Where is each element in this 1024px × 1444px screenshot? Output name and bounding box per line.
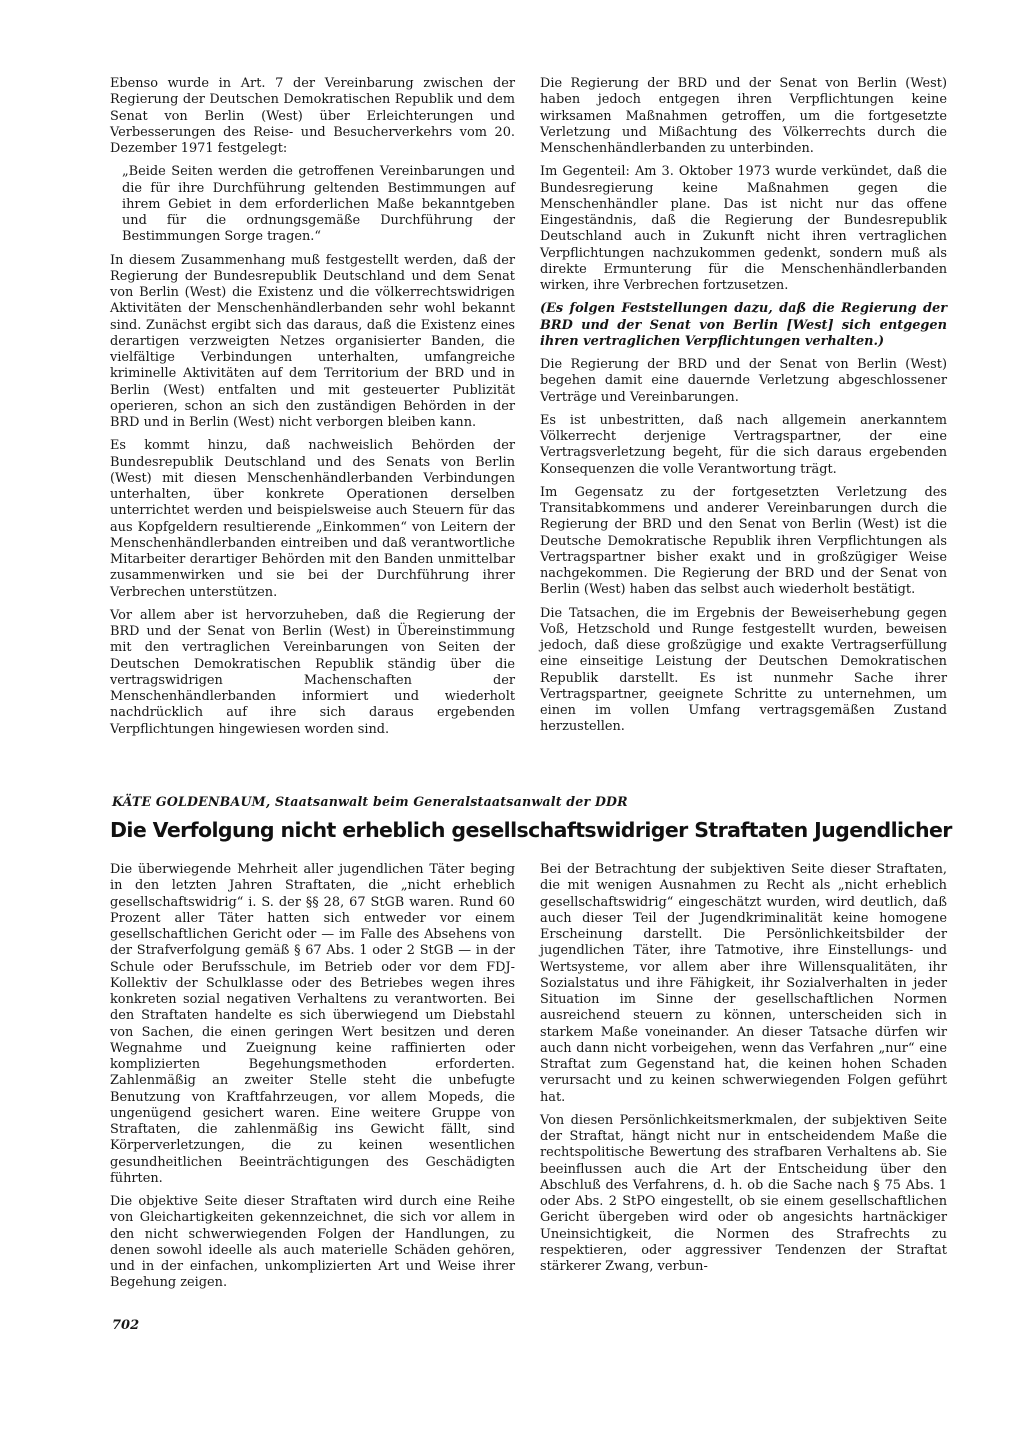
article-top-left-column [110, 76, 515, 745]
article-top-right-column [540, 76, 947, 743]
paragraph: In diesem Zusammenhang muß festgestellt werden, daß der Regierung der Bundesrepublik Deutschland und dem Senat von Berlin (West) die Existenz und die völkerrechtswidrigen Aktivitäten der Menschenhändlerbanden sehr wohl bekannt sind. Zunächst ergibt sich das daraus, daß die Existenz eines derartigen verzweigten Netzes organisierter Banden, die vielfältige Verbindungen unterhalten, umfangreiche kriminelle Aktivitäten auf dem Territorium der BRD und in Berlin (West) entfalten und mit gesteuerter Publizität operieren, schon an sich den zuständigen Behörden in der BRD und in Berlin (West) nicht verborgen bleiben kann. [110, 252, 515, 430]
author-byline: KÄTE GOLDENBAUM, Staatsanwalt beim Generalstaatsanwalt der DDR [112, 794, 628, 809]
paragraph: Die überwiegende Mehrheit aller jugendlichen Täter beging in den letzten Jahren Straftaten, die „nicht erheblich gesellschaftswidrig“ i. S. der §§ 28, 67 StGB waren. Rund 60 Prozent aller Täter hatten sich entweder vor einem gesellschaftlichen Gericht oder — im Falle des Absehens von der Strafverfolgung gemäß § 67 Abs. 1 oder 2 StGB — in der Schule oder Berufsschule, im Betrieb oder vor dem FDJ-Kollektiv der Schulklasse oder des Betriebes wegen ihres konkreten sozial negativen Verhaltens zu verantworten. Bei den Straftaten handelte es sich überwiegend um Diebstahl von Sachen, die einen geringen Wert besitzen und deren Wegnahme und Zueignung keine raffinierten oder komplizierten Begehungsmethoden erforderten. Zahlenmäßig an zweiter Stelle steht die unbefugte Benutzung von Kraftfahrzeugen, vor allem Mopeds, die ungenügend gesichert waren. Eine weitere Gruppe von Straftaten, die zahlenmäßig ins Gewicht fällt, sind Körperverletzungen, die zu keinen wesentlichen gesundheitlichen Beeinträchtigungen des Geschädigten führten. [110, 862, 515, 1186]
paragraph: Es ist unbestritten, daß nach allgemein anerkanntem Völkerrecht derjenige Vertragspartner, der eine Vertragsverletzung begeht, für die sich daraus ergebenden Konsequenzen die volle Verantwortung trägt. [540, 412, 947, 477]
paragraph: Von diesen Persönlichkeitsmerkmalen, der subjektiven Seite der Straftat, hängt nicht nur in entscheidendem Maße die rechtspolitische Bewertung des strafbaren Verhaltens ab. Sie beeinflussen auch die Art der Entscheidung über den Abschluß des Verfahrens, d. h. ob die Sache nach § 75 Abs. 1 oder Abs. 2 StPO eingestellt, ob sie einem gesellschaftlichen Gericht übergeben wird oder ob angesichts hartnäckiger Uneinsichtigkeit, die Normen des Strafrechts zu respektieren, oder aggressiver Tendenzen der Straftat stärkerer Zwang, verbun- [540, 1112, 947, 1274]
editorial-note: (Es folgen Feststellungen dazu, daß die Regierung der BRD und der Senat von Berlin [West] sich entgegen ihren vertraglichen Verpflichtungen verhalten.) [540, 301, 947, 349]
paragraph: Im Gegenteil: Am 3. Oktober 1973 wurde verkündet, daß die Bundesregierung keine Maßnahmen gegen die Menschenhändler plane. Das ist nicht nur das offene Eingeständnis, daß die Regierung der Bundesrepublik Deutschland auch in Zukunft nicht ihren vertraglichen Verpflichtungen nachzukommen gedenkt, sondern muß als direkte Ermunterung für die Menschenhändlerbanden wirken, ihre Verbrechen fortzusetzen. [540, 164, 947, 293]
page-number: 702 [112, 1318, 140, 1333]
paragraph: Vor allem aber ist hervorzuheben, daß die Regierung der BRD und der Senat von Berlin (West) in Übereinstimmung mit den vertraglichen Vereinbarungen von Seiten der Deutschen Demokratischen Republik ständig über die vertragswidrigen Machenschaften der Menschenhändlerbanden informiert und wiederholt nachdrücklich auf ihre sich daraus ergebenden Verpflichtungen hingewiesen worden sind. [110, 607, 515, 737]
paragraph: Die Tatsachen, die im Ergebnis der Beweiserhebung gegen Voß, Hetzschold und Runge festgestellt wurden, beweisen jedoch, daß diese großzügige und exakte Vertragserfüllung eine einseitige Leistung der Deutschen Demokratischen Republik darstellt. Es ist nunmehr Sache ihrer Vertragspartner, geeignete Schritte zu unternehmen, um einen im vollen Umfang vertragsgemäßen Zustand herzustellen. [540, 605, 947, 735]
article-bottom-left-column [110, 862, 515, 1299]
paragraph: Die objektive Seite dieser Straftaten wird durch eine Reihe von Gleichartigkeiten gekennzeichnet, die sich vor allem in den nicht schwerwiegenden Folgen der Handlungen, zu denen sowohl ideelle als auch materielle Schäden gehören, und in der einfachen, unkomplizierten Art und Weise ihrer Begehung zeigen. [110, 1194, 515, 1291]
article-bottom-right-column [540, 862, 947, 1282]
paragraph: Die Regierung der BRD und der Senat von Berlin (West) begehen damit eine dauernde Verletzung abgeschlossener Verträge und Vereinbarungen. [540, 357, 947, 405]
paragraph: Im Gegensatz zu der fortgesetzten Verletzung des Transitabkommens und anderer Vereinbarungen durch die Regierung der BRD und den Senat von Berlin (West) ist die Deutsche Demokratische Republik ihren Verpflichtungen als Vertragspartner bisher exakt und in großzügiger Weise nachgekommen. Die Regierung der BRD und der Senat von Berlin (West) haben das selbst auch wiederholt bestätigt. [540, 484, 947, 598]
paragraph: Die Regierung der BRD und der Senat von Berlin (West) haben jedoch entgegen ihren Verpflichtungen keine wirksamen Maßnahmen getroffen, um die fortgesetzte Verletzung und Mißachtung des Völkerrechts durch die Menschenhändlerbanden zu unterbinden. [540, 76, 947, 156]
paragraph: Bei der Betrachtung der subjektiven Seite dieser Straftaten, die mit wenigen Ausnahmen zu Recht als „nicht erheblich gesellschaftswidrig“ eingeschätzt wurden, wird deutlich, daß auch dieser Teil der Jugendkriminalität keine homogene Erscheinung darstellt. Die Persönlichkeitsbilder der jugendlichen Täter, ihre Tatmotive, ihre Einstellungs- und Wertsysteme, vor allem aber ihre Willensqualitäten, ihr Sozialstatus und ihre Fähigkeit, ihr Sozialverhalten in jeder Situation im Sinne der gesellschaftlichen Normen ausreichend steuern zu können, unterscheiden sich in starkem Maße voneinander. An dieser Tatsache dürfen wir auch dann nicht vorbeigehen, wenn das Verfahren „nur“ eine Straftat zum Gegenstand hat, die keinen hohen Schaden verursacht und zu keinen schwerwiegenden Folgen geführt hat. [540, 862, 947, 1105]
quotation: „Beide Seiten werden die getroffenen Vereinbarungen und die für ihre Durchführung geltenden Bestimmungen auf ihrem Gebiet in dem erforderlichen Maße bekanntgeben und für die ordnungsgemäße Durchführung der Bestimmungen Sorge tragen.“ [122, 164, 515, 245]
paragraph: Ebenso wurde in Art. 7 der Vereinbarung zwischen der Regierung der Deutschen Demokratischen Republik und dem Senat von Berlin (West) über Erleichterungen und Verbesserungen des Reise- und Besucherverkehrs vom 20. Dezember 1971 festgelegt: [110, 76, 515, 156]
article-headline: Die Verfolgung nicht erheblich gesellschaftswidriger Straftaten Jugendlicher [110, 818, 952, 842]
paragraph: Es kommt hinzu, daß nachweislich Behörden der Bundesrepublik Deutschland und des Senats von Berlin (West) mit diesen Menschenhändlerbanden Verbindungen unterhalten, über konkrete Operationen derselben unterrichtet werden und beispielsweise auch Steuern für das aus Kopfgeldern resultierende „Einkommen“ von Leitern der Menschenhändlerbanden eintreiben und daß verantwortliche Mitarbeiter derartiger Behörden mit den Banden unmittelbar zusammenwirken und sie bei der Durchführung ihrer Verbrechen unterstützen. [110, 438, 515, 600]
